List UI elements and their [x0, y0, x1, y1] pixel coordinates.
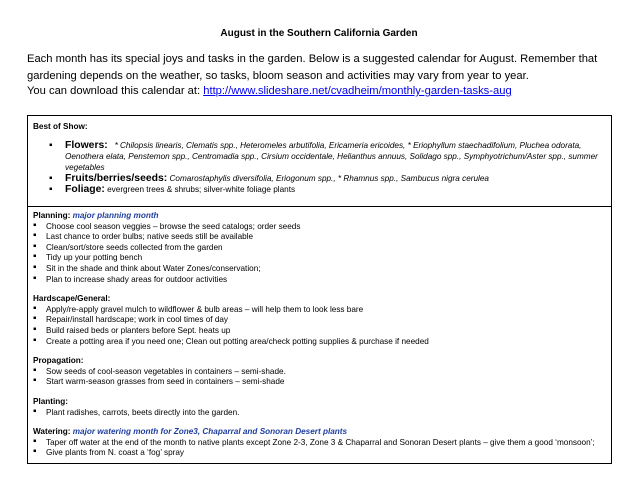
task-list — [33, 408, 608, 419]
section-heading: Propagation: — [33, 356, 84, 366]
task-item: ▪ Sow seeds of cool-season vegetables in containers – semi-shade. — [33, 367, 608, 378]
task-item: ▪ Taper off water at the end of the month to native plants except Zone 2-3, Zone 3 & Chaparral and Sonoran Desert plants – give them a good ‘monsoon’; — [33, 438, 608, 449]
best-of-show-heading: Best of Show: — [33, 122, 88, 131]
task-item: ▪ Choose cool season veggies – browse the seed catalogs; order seeds — [33, 222, 608, 233]
section-heading: Planting: — [33, 396, 69, 406]
best-of-show-list — [33, 140, 608, 195]
task-item: ▪ Sit in the shade and think about Water Zones/conservation; — [33, 264, 608, 275]
task-item: ▪ Clean/sort/store seeds collected from the garden — [33, 243, 608, 254]
task-list — [33, 367, 608, 388]
task-item: ▪ Start warm-season grasses from seed in containers – semi-shade — [33, 377, 608, 388]
section-label: Planning: — [33, 211, 71, 220]
task-item: ▪ Repair/install hardscape; work in cool times of day — [33, 315, 608, 326]
tasks-box — [27, 207, 612, 464]
planning-section — [33, 211, 608, 285]
best-item-label: Flowers: — [65, 140, 108, 151]
task-list — [33, 438, 608, 459]
best-item-fruits — [49, 173, 608, 184]
hardscape-section — [33, 294, 608, 347]
section-note: major planning month — [72, 211, 159, 220]
best-item-foliage — [49, 184, 608, 195]
task-item: ▪ Last chance to order bulbs; native seeds still be available — [33, 232, 608, 243]
section-heading — [33, 211, 608, 222]
task-item: ▪ Apply/re-apply gravel mulch to wildflower & bulb areas – will help them to look less bare — [33, 305, 608, 316]
best-item-text: evergreen trees & shrubs; silver-white foliage plants — [107, 185, 296, 194]
download-link[interactable]: http://www.slideshare.net/cvadheim/monthly-garden-tasks-aug — [203, 85, 512, 97]
best-item-label: Foliage: — [65, 184, 105, 195]
section-heading — [33, 427, 608, 438]
task-list — [33, 305, 608, 347]
section-note: major watering month for Zone3, Chaparral and Sonoran Desert plants — [72, 427, 348, 437]
intro-paragraph: Each month has its special joys and tasks in the garden. Below is a suggested calendar for August. Remember that gardening depends on the weather, so tasks, bloom season and activities may vary from year to year. — [27, 53, 598, 82]
best-item-label: Fruits/berries/seeds: — [65, 173, 168, 184]
download-prefix: You can download this calendar at: — [27, 85, 204, 97]
task-item: ▪ Plan to increase shady areas for outdoor activities — [33, 275, 608, 286]
best-item-text: Comarostaphylis diversifolia, Eriogonum spp., * Rhamnus spp., Sambucus nigra cerulea — [169, 174, 489, 183]
page-title: August in the Southern California Garden — [220, 28, 418, 39]
task-item: ▪ Give plants from N. coast a ‘fog’ spray — [33, 448, 608, 459]
best-of-show-box — [27, 115, 612, 207]
task-list — [33, 222, 608, 286]
task-item: ▪ Build raised beds or planters before Sept. heats up — [33, 326, 608, 337]
propagation-section — [33, 356, 608, 388]
section-heading: Hardscape/General: — [33, 294, 111, 304]
best-item-text: * Chilopsis linearis, Clematis spp., Heteromeles arbutifolia, Ericameria ericoides, * Eriophyllum staechadifolium, Pluchea odorata, Oenothera elata, Penstemon spp., Centromadia spp., Cirsium occidentale, Helianthus annuus, Solidago spp., Symphyotrichum/Aster spp., summer vegetables — [65, 141, 598, 172]
task-item: ▪ Create a potting area if you need one; Clean out potting area/check potting supplies & purchase if needed — [33, 337, 608, 348]
download-line — [27, 85, 512, 97]
planting-section — [33, 397, 608, 418]
section-label: Watering: — [33, 427, 71, 437]
best-item-flowers — [49, 140, 608, 173]
task-item: ▪ Plant radishes, carrots, beets directly into the garden. — [33, 408, 608, 419]
task-item: ▪ Tidy up your potting bench — [33, 253, 608, 264]
watering-section — [33, 427, 608, 459]
